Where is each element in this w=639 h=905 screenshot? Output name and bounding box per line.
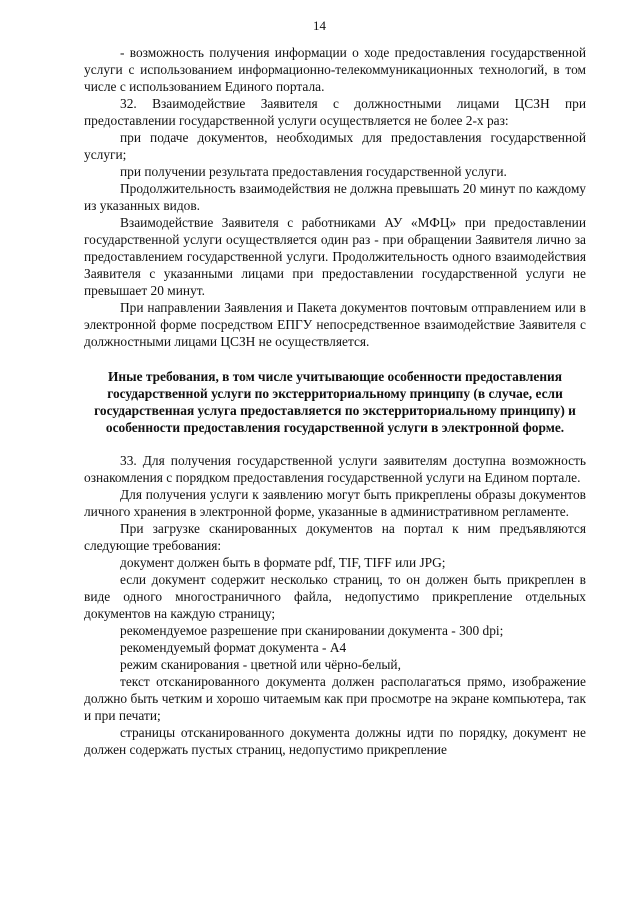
paragraph: При загрузке сканированных документов на портал к ним предъявляются следующие требования: xyxy=(84,521,586,553)
paragraph: при получении результата предоставления государственной услуги. xyxy=(120,164,507,179)
paragraph: рекомендуемое разрешение при сканировании документа - 300 dpi; xyxy=(120,623,504,638)
paragraph: - возможность получения информации о ходе предоставления государственной услуги с использованием информационно-телекоммуникационных технологий, в том числе с использованием Единого портала. xyxy=(84,45,586,94)
paragraph: 33. Для получения государственной услуги заявителям доступна возможность ознакомления с порядком предоставления государственной услуги на Едином портале. xyxy=(84,453,586,485)
page-number: 14 xyxy=(313,18,326,33)
paragraph: документ должен быть в формате pdf, TIF, TIFF или JPG; xyxy=(120,555,446,570)
section-heading: Иные требования, в том числе учитывающие особенности предоставления государственной услуги по экстерриториальному принципу (в случае, если государственная услуга предоставляется по экстерриториальному принципу) и особенности предоставления государственной услуги в электронной форме. xyxy=(94,369,576,435)
paragraph: Взаимодействие Заявителя с работниками АУ «МФЦ» при предоставлении государственной услуги осуществляется один раз - при обращении Заявителя лично за предоставлением государственной услуги. Продолжительность одного взаимодействия Заявителя с указанными лицами при предоставлении государственной услуги не превышает 20 минут. xyxy=(84,215,586,298)
paragraph: 32. Взаимодействие Заявителя с должностными лицами ЦСЗН при предоставлении государственной услуги осуществляется не более 2-х раз: xyxy=(84,96,586,128)
paragraph: При направлении Заявления и Пакета документов почтовым отправлением или в электронной форме посредством ЕПГУ непосредственное взаимодействие Заявителя с должностными лицами ЦСЗН не осуществляется. xyxy=(84,300,586,349)
paragraph: страницы отсканированного документа должны идти по порядку, документ не должен содержать пустых страниц, недопустимо прикрепление xyxy=(84,725,586,757)
paragraph: режим сканирования - цветной или чёрно-белый, xyxy=(120,657,401,672)
document-body xyxy=(84,44,586,758)
paragraph: при подаче документов, необходимых для предоставления государственной услуги; xyxy=(84,130,586,162)
paragraph: Для получения услуги к заявлению могут быть прикреплены образы документов личного хранения в электронной форме, указанные в административном регламенте. xyxy=(84,487,586,519)
paragraph: Продолжительность взаимодействия не должна превышать 20 минут по каждому из указанных видов. xyxy=(84,181,586,213)
paragraph: рекомендуемый формат документа - А4 xyxy=(120,640,347,655)
paragraph: текст отсканированного документа должен располагаться прямо, изображение должно быть четким и хорошо читаемым как при просмотре на экране компьютера, так и при печати; xyxy=(84,674,586,723)
paragraph: если документ содержит несколько страниц, то он должен быть прикреплен в виде одного многостраничного файла, недопустимо прикрепление отдельных документов на каждую страницу; xyxy=(84,572,586,621)
